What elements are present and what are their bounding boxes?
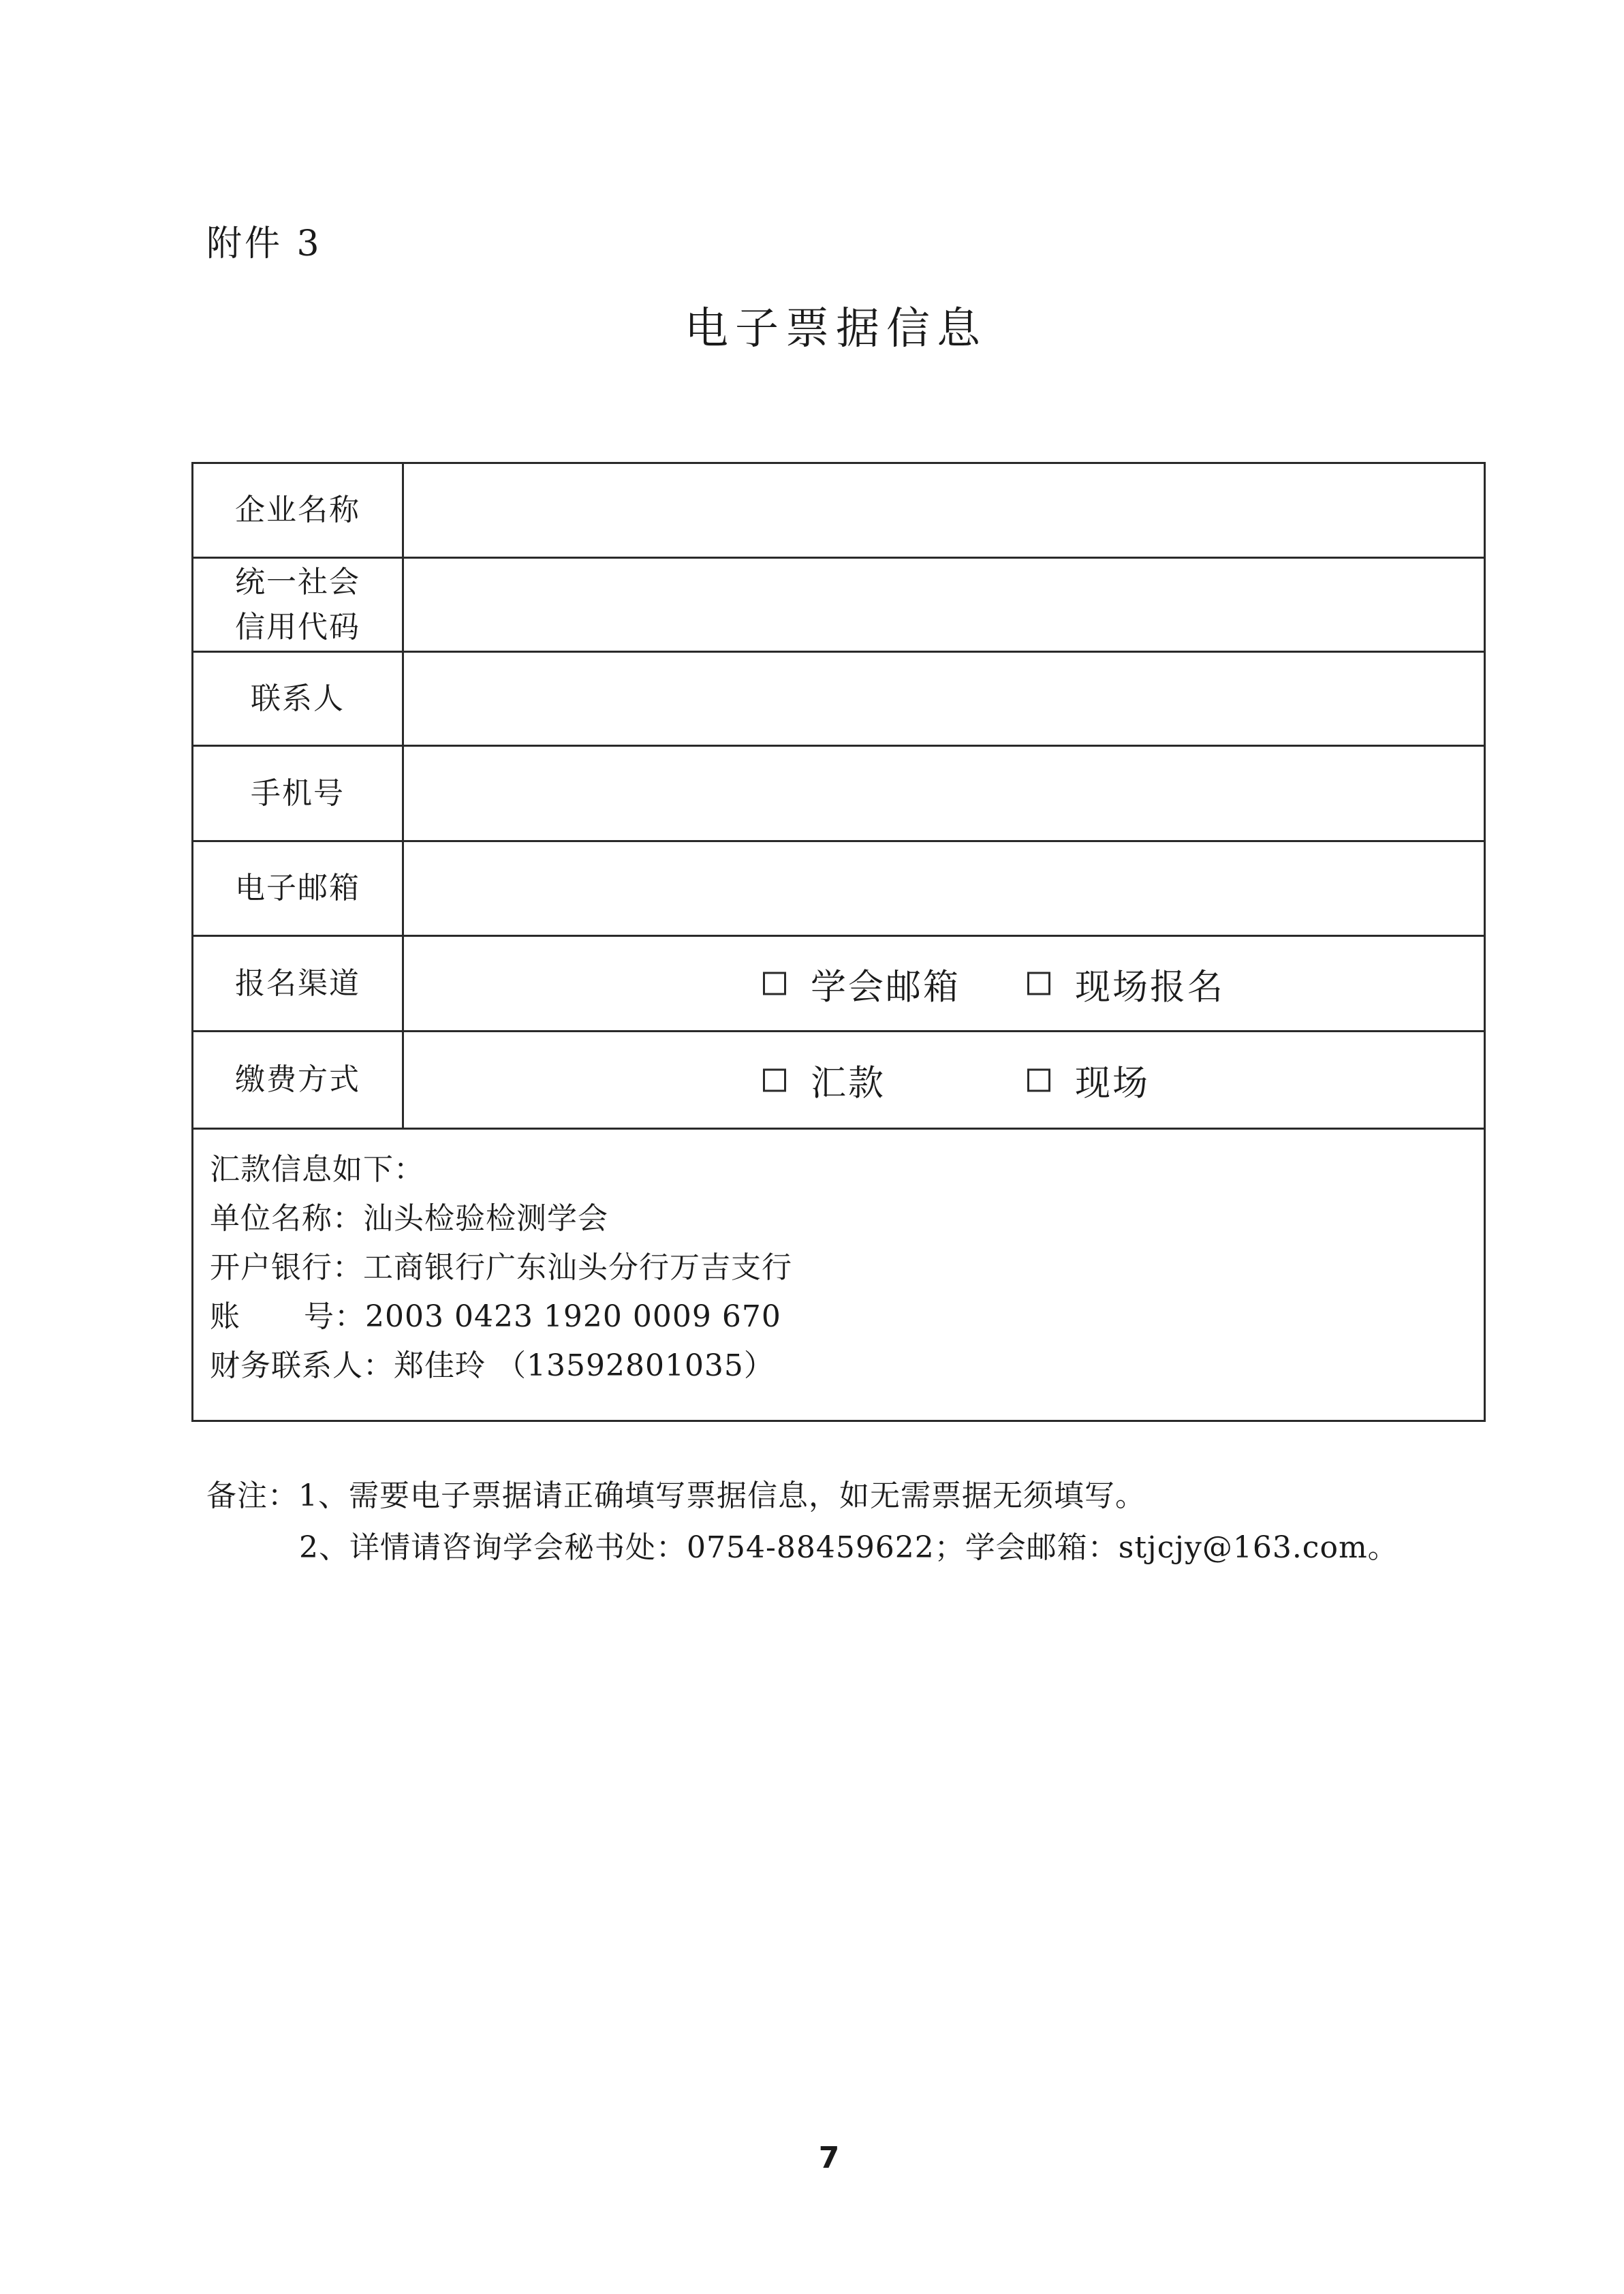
label-mobile: 手机号 — [193, 747, 404, 840]
form-row-company-name — [193, 464, 1484, 559]
checkbox-onsite-registration[interactable] — [1027, 972, 1050, 995]
option-society-email-label: 学会邮箱 — [811, 967, 961, 1008]
label-credit-code-line2: 信用代码 — [235, 609, 360, 645]
option-onsite-registration[interactable] — [1027, 958, 1225, 1009]
page-number: 7 — [818, 2141, 840, 2175]
remittance-heading: 汇款信息如下： — [210, 1152, 424, 1187]
option-remittance[interactable] — [763, 1055, 886, 1106]
label-registration-channel: 报名渠道 — [193, 937, 404, 1030]
credit-code-field[interactable] — [404, 559, 1484, 651]
invoice-form-table — [191, 462, 1486, 1422]
label-company-name: 企业名称 — [193, 464, 404, 557]
page-title: 电子票据信息 — [685, 304, 987, 354]
remittance-unit-key: 单位名称： — [210, 1201, 363, 1236]
form-row-registration-channel — [193, 937, 1484, 1032]
option-onsite-payment-label: 现场 — [1075, 1063, 1151, 1104]
contact-person-field[interactable] — [404, 653, 1484, 745]
registration-channel-options — [404, 937, 1484, 1030]
note-line-2: 2、详情请咨询学会秘书处：0754-88459622；学会邮箱：stjcjy@163.com。 — [299, 1530, 1399, 1565]
remittance-contact-line — [210, 1342, 1484, 1391]
checkbox-onsite-payment[interactable] — [1027, 1068, 1050, 1091]
remittance-bank-key: 开户银行： — [210, 1250, 363, 1285]
note-line-1: 备注：1、需要电子票据请正确填写票据信息，如无需票据无须填写。 — [206, 1478, 1146, 1513]
form-row-credit-code — [193, 559, 1484, 653]
company-name-field[interactable] — [404, 464, 1484, 557]
label-credit-code — [193, 559, 404, 651]
remittance-info — [193, 1130, 1484, 1420]
email-field[interactable] — [404, 842, 1484, 935]
form-row-email — [193, 842, 1484, 937]
remittance-contact-key: 财务联系人： — [210, 1348, 394, 1383]
remittance-bank-value: 工商银行广东汕头分行万吉支行 — [363, 1250, 792, 1285]
remittance-account-line — [210, 1292, 1484, 1342]
remittance-account-value: 2003 0423 1920 0009 670 — [365, 1299, 781, 1334]
label-contact-person: 联系人 — [193, 653, 404, 745]
label-credit-code-line1: 统一社会 — [235, 564, 360, 600]
form-row-contact-person — [193, 653, 1484, 747]
mobile-field[interactable] — [404, 747, 1484, 840]
remittance-contact-value: 郑佳玲 （13592801035） — [394, 1348, 775, 1383]
checkbox-society-email[interactable] — [763, 972, 786, 995]
label-payment-method: 缴费方式 — [193, 1032, 404, 1128]
attachment-label: 附件 3 — [206, 223, 322, 264]
remittance-account-key-b: 号： — [304, 1299, 365, 1334]
notes — [206, 1470, 1399, 1574]
form-row-mobile — [193, 747, 1484, 842]
remittance-account-key-a: 账 — [210, 1299, 240, 1334]
form-row-payment-method — [193, 1032, 1484, 1130]
remittance-unit-value: 汕头检验检测学会 — [363, 1201, 608, 1236]
checkbox-remittance[interactable] — [763, 1068, 786, 1091]
option-society-email[interactable] — [763, 958, 961, 1009]
remittance-bank-line — [210, 1243, 1484, 1292]
payment-method-options — [404, 1032, 1484, 1128]
option-onsite-payment[interactable] — [1027, 1055, 1150, 1106]
option-remittance-label: 汇款 — [811, 1063, 886, 1104]
remittance-unit-line — [210, 1194, 1484, 1243]
remittance-account-key — [210, 1292, 365, 1342]
label-email: 电子邮箱 — [193, 842, 404, 935]
option-onsite-registration-label: 现场报名 — [1075, 967, 1225, 1008]
